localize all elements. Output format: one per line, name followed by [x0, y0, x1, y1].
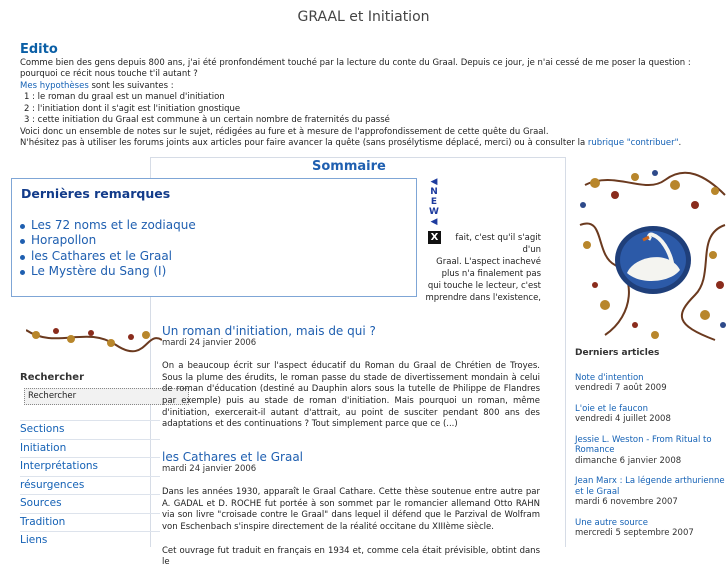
article-1 — [162, 326, 540, 431]
recent-article — [575, 435, 725, 467]
nav-interpretations[interactable]: Interprétations — [20, 457, 160, 476]
partially-hidden-text — [425, 232, 541, 304]
recent-article-link[interactable]: Jean Marx : La légende arthurienne et le Graal — [575, 476, 725, 497]
site-title: GRAAL et Initiation — [297, 9, 430, 25]
remarques-title: Dernières remarques — [21, 186, 171, 201]
edito-section — [20, 44, 700, 150]
new-letter: N — [430, 187, 438, 197]
recent-article-link[interactable]: Une autre source — [575, 517, 648, 528]
recent-article-date: mardi 6 novembre 2007 — [575, 497, 678, 507]
search-title: Rechercher — [20, 372, 85, 383]
para3-text: N'hésitez pas à utiliser les forums joints aux articles pour faire avancer la quête (sans prosélytisme déplacé, merci) ou à consulter la — [20, 138, 588, 148]
nav-sections[interactable]: Sections — [20, 420, 160, 439]
search-section — [20, 372, 85, 401]
hidden-line: fait, c'est qu'il s'agit d'un — [455, 233, 541, 255]
hidden-line: Graal. L'aspect inachevé — [436, 257, 541, 267]
remarque-item[interactable]: Les 72 noms et le zodiaque — [31, 218, 416, 233]
article-body-more: Cet ouvrage fut traduit en français en 1934 et, comme cela était prévisible, obtint dans le — [162, 545, 540, 568]
recent-article-link[interactable]: L'oie et le faucon — [575, 403, 648, 414]
recent-article-link[interactable]: Note d'intention — [575, 372, 644, 383]
sections-nav — [20, 420, 160, 550]
hypotheses-rest: sont les suivantes : — [88, 80, 174, 91]
hypothesis-1: 1 : le roman du graal est un manuel d'initiation — [24, 92, 225, 102]
nav-initiation[interactable]: Initiation — [20, 439, 160, 458]
article-date: mardi 24 janvier 2006 — [162, 337, 257, 348]
edito-para2: Voici donc un ensemble de notes sur le sujet, rédigées au fure et à mesure de l'approfondissement de cette quête du Graal. — [20, 126, 549, 137]
edito-hypotheses-line — [20, 81, 700, 93]
article-date: mardi 24 janvier 2006 — [162, 463, 257, 474]
arrow-left-icon: ◀ — [430, 217, 438, 227]
new-letter: W — [429, 207, 439, 217]
recent-article-date: vendredi 7 août 2009 — [575, 383, 667, 393]
derniers-articles-panel — [575, 348, 725, 549]
hypotheses-link[interactable]: Mes hypothèses — [20, 80, 89, 91]
divider-right — [565, 157, 566, 547]
para3-end: . — [678, 138, 682, 148]
recent-article-date: mercredi 5 septembre 2007 — [575, 528, 694, 538]
recent-article-date: vendredi 4 juillet 2008 — [575, 414, 671, 424]
hidden-line: mprendre dans l'existence, — [425, 293, 541, 303]
remarque-item[interactable]: Horapollon — [31, 233, 416, 248]
sommaire-heading: Sommaire — [312, 159, 386, 174]
arrow-left-icon: ◀ — [430, 177, 438, 187]
recent-article — [575, 373, 725, 394]
article-body: On a beaucoup écrit sur l'aspect éducatif du Roman du Graal de Chrétien de Troyes. Sous la plume des érudits, le roman passe du stade de divertissement mondain à celui de roman d'éducation (destiné au Dauphin alors sous la tutelle de Philippe de Flandres par exemple) puis au stade de roman d'initiation. Mais pourquoi un roman, même d'initiation, exercerait-il autant d'attrait, au point de susciter pendant 800 ans des adaptations et des continuations ? Tout simplement parce que ce (...) — [162, 361, 540, 430]
edito-para3 — [20, 138, 700, 150]
search-input[interactable]: Rechercher — [24, 388, 189, 405]
illumination-border-image — [26, 325, 162, 355]
hypothesis-3: 3 : cette initiation du Graal est commune à un certain nombre de fraternités du passé — [24, 115, 390, 125]
hidden-line: qui touche le lecteur, c'est — [427, 281, 541, 291]
article-title[interactable]: Un roman d'initiation, mais de qui ? — [162, 324, 376, 338]
recent-article-link[interactable]: Jessie L. Weston - From Ritual to Romance — [575, 434, 712, 455]
derniers-articles-title: Derniers articles — [575, 348, 660, 358]
recent-article — [575, 404, 725, 425]
hypothesis-2: 2 : l'initiation dont il s'agit est l'initiation gnostique — [24, 103, 241, 114]
edito-title: Edito — [20, 42, 58, 57]
hidden-line: plus n'a finalement pas — [441, 269, 541, 279]
remarques-list — [12, 218, 416, 279]
illumination-swan-image — [575, 165, 727, 343]
close-icon[interactable]: X — [428, 231, 441, 244]
new-letter: E — [430, 197, 438, 207]
new-badge-tab[interactable] — [428, 177, 440, 227]
nav-resurgences[interactable]: résurgences — [20, 476, 160, 495]
nav-liens[interactable]: Liens — [20, 531, 160, 550]
article-title[interactable]: les Cathares et le Graal — [162, 450, 304, 464]
recent-article — [575, 518, 725, 539]
article-body: Dans les années 1930, apparaît le Graal Cathare. Cette thèse soutenue entre autre par A. GADAL et D. ROCHE fut portée à son sommet par le romancier allemand Otto RAHN via son livre "croisade contre le Graal" dans lequel il défend que le Parzival de Wolfram von Eschenbach s'inspire directement de la réalité occitane du XIIIème siècle. — [162, 487, 540, 532]
nav-sources[interactable]: Sources — [20, 494, 160, 513]
article-2 — [162, 452, 540, 569]
divider-top — [150, 157, 565, 158]
recent-article — [575, 476, 725, 508]
edito-para1: Comme bien des gens depuis 800 ans, j'ai été pronfondément touché par la lecture du conte du Graal. Depuis ce jour, je n'ai cessé de me poser la question : pourquoi ce récit nous touche t'il autant ? — [20, 57, 691, 79]
dernieres-remarques-panel — [11, 178, 417, 297]
remarque-item[interactable]: les Cathares et le Graal — [31, 249, 416, 264]
remarque-item[interactable]: Le Mystère du Sang (I) — [31, 264, 416, 279]
recent-article-date: dimanche 6 janvier 2008 — [575, 455, 682, 466]
nav-tradition[interactable]: Tradition — [20, 513, 160, 532]
contribuer-link[interactable]: rubrique "contribuer" — [587, 138, 679, 148]
